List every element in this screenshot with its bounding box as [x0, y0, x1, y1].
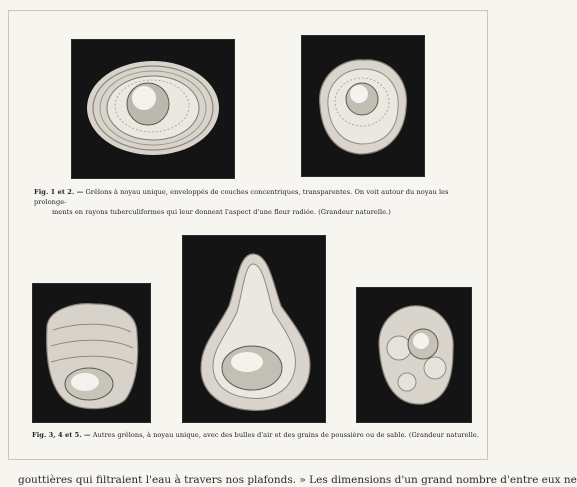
hailstone-figure-3 [33, 284, 150, 422]
hailstone-figure-5 [357, 288, 471, 422]
hailstone-figure-4 [183, 236, 325, 422]
caption-label: Fig. 1 et 2. — [34, 188, 84, 196]
hailstone-figure-1 [72, 40, 234, 178]
caption-label: Fig. 3, 4 et 5. — [32, 431, 91, 439]
caption-text-line2: ments en rayons tuberculiformes qui leur donnent l'aspect d'une fleur radiée. (Grandeur naturelle.) [52, 208, 391, 216]
body-text-line: gouttières qui filtraient l'eau à travers nos plafonds. » Les dimensions d'un grand nombre d'entre eux ne [18, 474, 577, 486]
caption-text-line1: Grêlons à noyau unique, enveloppés de couches concentriques, transparentes. On voit autour du noyau les prolonge- [34, 188, 449, 206]
hailstone-figure-2 [302, 36, 424, 176]
caption-text: Autres grêlons, à noyau unique, avec des bulles d'air et des grains de poussière ou de sable. (Grandeur naturelle. [92, 431, 479, 439]
figure-caption-top [34, 187, 480, 217]
figure-caption-bottom [32, 430, 482, 440]
